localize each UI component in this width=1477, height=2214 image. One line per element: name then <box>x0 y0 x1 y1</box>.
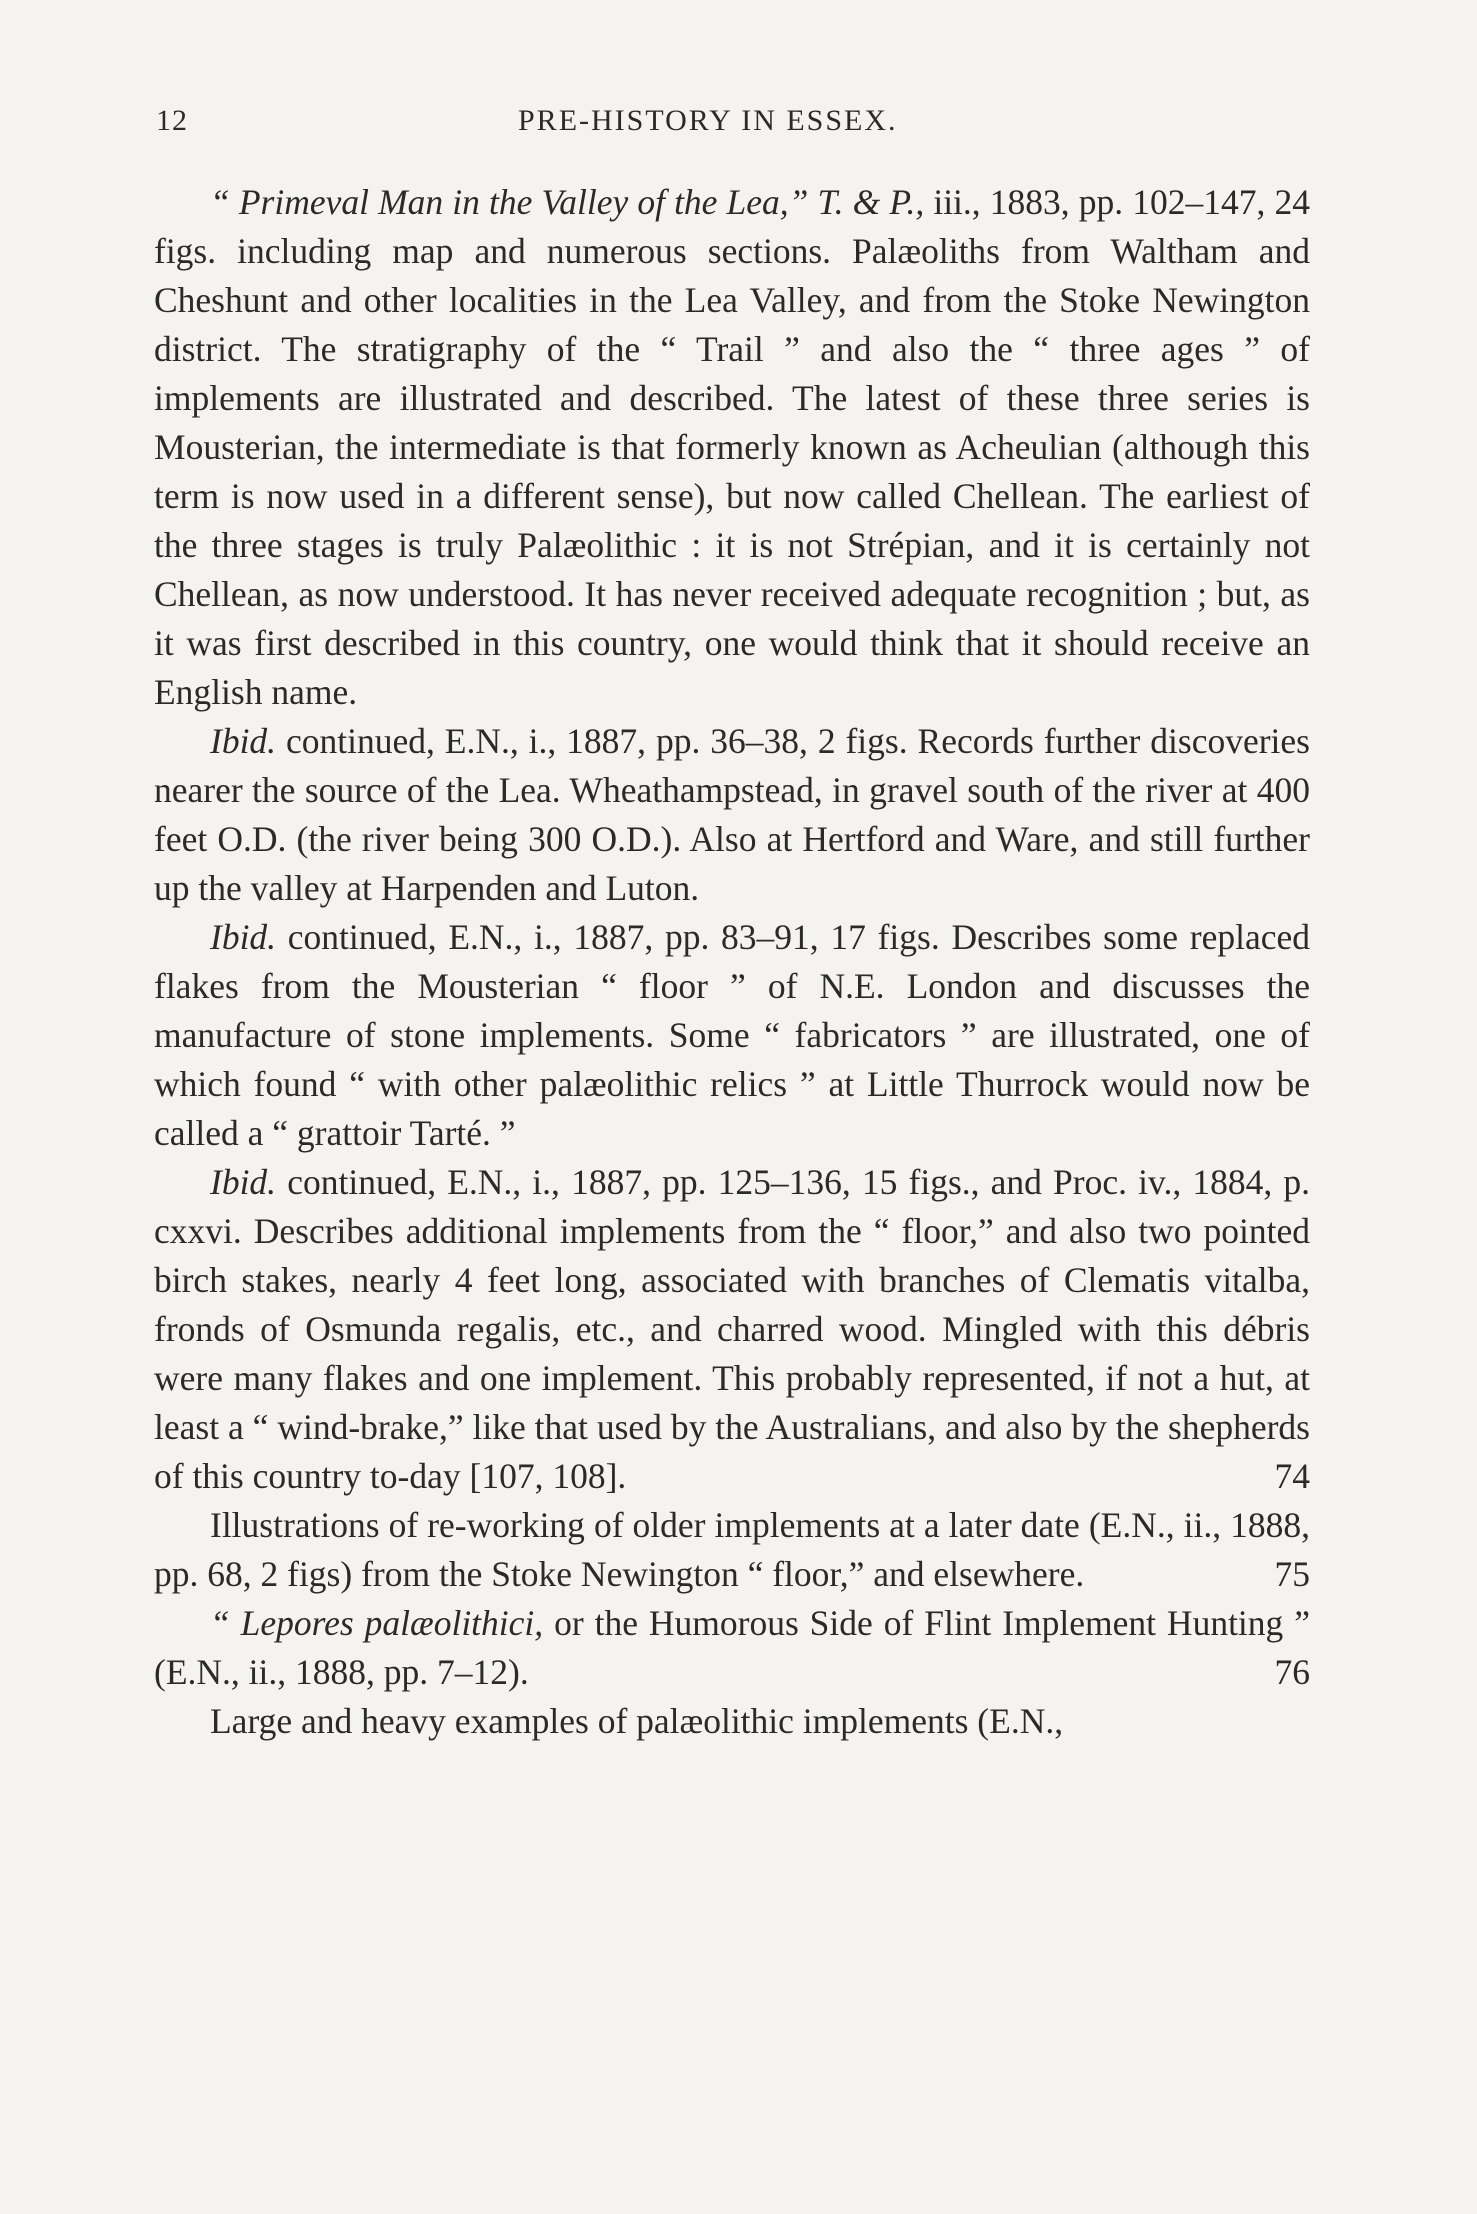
paragraph-primeval-man <box>154 178 1310 717</box>
paragraph-ibid-3 <box>154 1158 1310 1501</box>
paragraph-lead: “ Primeval Man in the Valley of the Lea,” T. & P., <box>210 182 925 222</box>
paragraph-large-heavy <box>154 1697 1310 1746</box>
entry-number: 76 <box>1274 1652 1310 1692</box>
paragraph-ibid-2 <box>154 913 1310 1158</box>
entry-number: 74 <box>1274 1456 1310 1496</box>
paragraph-text: continued, E.N., i., 1887, pp. 125–136, 15 figs., and Proc. iv., 1884, p. cxxvi. Describes additional implements from the “ floor,” and also two pointed birch stakes, nearly 4 feet long, associated with branches of Clematis vitalba, fronds of Osmunda regalis, etc., and charred wood. Mingled with this débris were many flakes and one implement. This probably represented, if not a hut, at least a “ wind-brake,” like that used by the Australians, and also by the shepherds of this country to-day [107, 108]. <box>154 1162 1310 1496</box>
paragraph-text: Large and heavy examples of palæolithic implements (E.N., <box>210 1701 1064 1741</box>
paragraph-lead: Ibid. <box>210 917 277 957</box>
paragraph-lead: “ Lepores palæolithici, <box>210 1603 544 1643</box>
paragraph-illustrations <box>154 1501 1310 1599</box>
paragraph-lead: Ibid. <box>210 1162 277 1202</box>
running-head: PRE-HISTORY IN ESSEX. <box>518 104 898 137</box>
paragraph-lepores <box>154 1599 1310 1697</box>
paragraph-text: continued, E.N., i., 1887, pp. 83–91, 17 figs. Describes some replaced flakes from the Mousterian “ floor ” of N.E. London and discusses the manufacture of stone implements. Some “ fabricators ” are illustrated, one of which found “ with other palæolithic relics ” at Little Thurrock would now be called a “ grattoir Tarté. ” <box>154 917 1310 1153</box>
paragraph-text: continued, E.N., i., 1887, pp. 36–38, 2 figs. Records further discoveries nearer the source of the Lea. Wheathampstead, in gravel south of the river at 400 feet O.D. (the river being 300 O.D.). Also at Hertford and Ware, and still further up the valley at Harpenden and Luton. <box>154 721 1310 908</box>
paragraph-text: or the Humorous Side of Flint Implement Hunting ” (E.N., ii., 1888, pp. 7–12). <box>154 1603 1310 1692</box>
page-header <box>156 104 1316 144</box>
paragraph-text: Illustrations of re-working of older implements at a later date (E.N., ii., 1888, pp. 68, 2 figs) from the Stoke Newington “ floor,” and elsewhere. <box>154 1505 1310 1594</box>
paragraph-lead: Ibid. <box>210 721 277 761</box>
paragraph-ibid-1 <box>154 717 1310 913</box>
paragraph-text: iii., 1883, pp. 102–147, 24 figs. including map and numerous sections. Palæoliths from Waltham and Cheshunt and other localities in the Lea Valley, and from the Stoke Newington district. The stratigraphy of the “ Trail ” and also the “ three ages ” of implements are illustrated and described. The latest of these three series is Mousterian, the intermediate is that formerly known as Acheulian (although this term is now used in a different sense), but now called Chellean. The earliest of the three stages is truly Palæolithic : it is not Strépian, and it is certainly not Chellean, as now understood. It has never received adequate recognition ; but, as it was first described in this country, one would think that it should receive an English name. <box>154 182 1310 712</box>
page-number: 12 <box>156 104 188 137</box>
body-text <box>154 178 1310 1746</box>
entry-number: 75 <box>1274 1554 1310 1594</box>
